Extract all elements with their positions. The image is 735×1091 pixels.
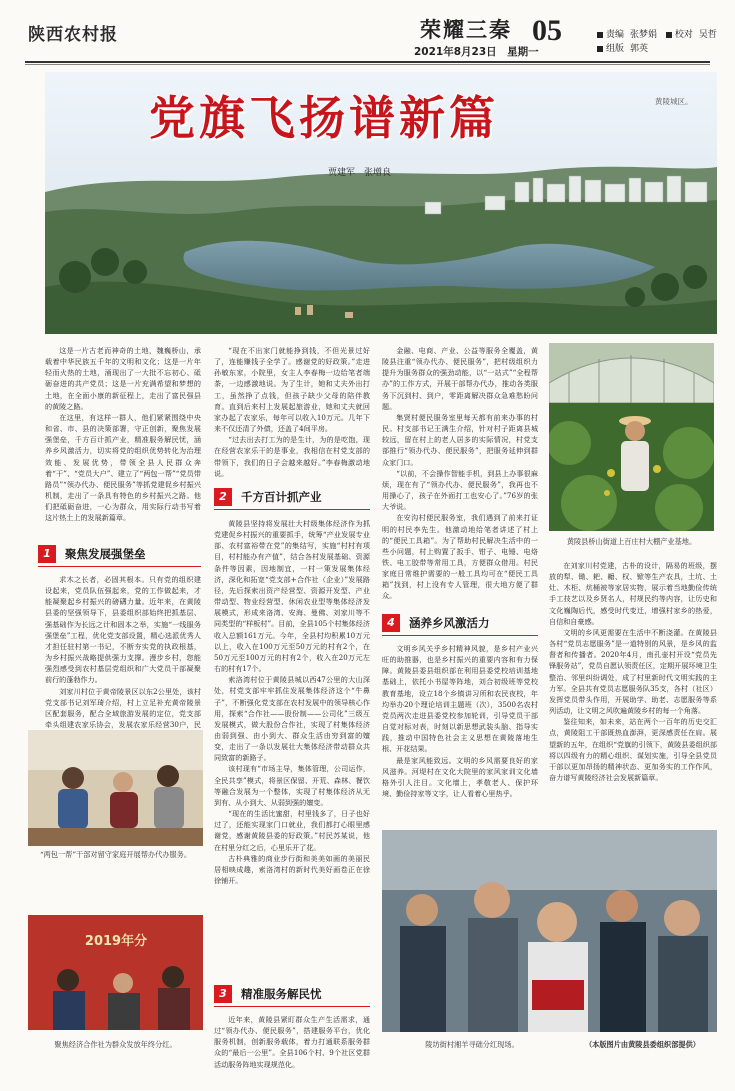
credit-role: 校对 — [674, 30, 693, 40]
subheading-text: 千方百计抓产业 — [241, 490, 322, 504]
article-column-2b — [214, 518, 370, 886]
subheading-1 — [38, 543, 201, 565]
photo-caption: “两包一帮”干部对留守家庭开展帮办代办服务。 — [39, 850, 192, 859]
subheading-4 — [382, 612, 538, 634]
subheading-3 — [214, 983, 370, 1005]
masthead-logo: 陕西农村报 — [28, 25, 118, 45]
credit-name: 郭英 — [630, 44, 649, 54]
issue-date: 2021年8月23日 星期一 — [414, 46, 539, 58]
paragraph: 文明乡风关乎乡村精神风貌，是乡村产业兴旺的助推器，也是乡村振兴的重要内容和有力保障。黄陵县委县组织部在利用县委党校培训基地基础上，依托小书屋等阵地，刘合初级班等党校教育基地，设立18个乡镇讲习所和农民夜校，年均举办20个理论培训主题班（次），3500名农村党员两次走进县委党校参加轮训，引导党员干部自觉对标对表，时刻以新思想武装头脑、指导实践，推动中国特色社会主义思想在黄陵落地生根、开花结果。 — [382, 644, 538, 754]
paragraph: 近年来，黄陵县紧盯群众生产生活需求，通过“领办代办、便民服务”，搭建服务平台，优化服务机制，创新服务载体，着力打通联系服务群众的“最后一公里”。全县106个村、9个社区党群活动服务阵地实现规范化。 — [214, 1015, 370, 1069]
hero-caption: 黄陵城区。 — [655, 97, 693, 106]
paragraph: 刘家川村位于黄帝陵景区以东2公里处，该村党支部书记刘军琦介绍，村上立足补充黄帝陵景区配套服务，配合全域旅游发展的定位，党支部牵头组建农家乐协会，发展农家乐经营30户，民 — [45, 686, 201, 730]
header-rule-thin — [25, 64, 710, 65]
article-column-2 — [214, 345, 370, 479]
square-bullet-icon — [666, 32, 672, 38]
section-number: 4 — [382, 614, 400, 632]
paragraph: 金融、电商、产业、公益等服务全覆盖，黄陵县注重“领办代办、便民服务”，把村级组织力提升为服务群众的强劲动能，以“一站式”“全程帮办”的工作方式，开展干部帮办代办，推动各类服务下沉到村、到户，零距离解决群众急难愁盼问题。 — [382, 346, 538, 411]
paragraph: 在安沟村便民服务室，我们遇到了前来打证明的村民李先生。他激动地给笔者讲述了村上的“便民工具箱”。为了帮助村民解决生活中的一些小问题，村上购置了扳手、钳子、电锤、电烙铁、电工胶带等常用工具，方便群众借用。村民家庭日常维护需要的一般工具均可在“便民工具箱”找到，村上没有专人管理，很大地方便了群众。 — [382, 513, 538, 601]
photo-caption: 陵坊街村湘羊寻础分红现场。 — [425, 1040, 519, 1049]
dividend-illustration — [28, 915, 203, 1030]
photo-caption: 聚焦经济合作社为群众发放年终分红。 — [54, 1040, 177, 1049]
paragraph: 在刘家川村党建，古朴的设计，隔易的班级，摆放的犁、锄、耙、耱、权、锨等生产农具，土坑、土灶、木柜、炕桶被等家居实物，展示着当地勤俭传统手工技艺以及乡贤名人，村规民约等内容，让历史和文化巍陶后代，感受时代变迁，增强村家乡的热爱，自信和自豪感。 — [549, 561, 717, 626]
paragraph: 黄陵县坚持将发展壮大村级集体经济作为抓党建促乡村振兴的重要抓手，统筹“产业发展专业部、农村富裕带在党”的集结写，实施“村村有项目，村村能办有产值”，结合各村发展基础、资源条件等因素，因地制宜，一村一策发展集体经济，深化和拓宽“党支部+合作社（企业）”发展路径，先后探索出资产经营型、资源开发型、产业带动型、物业经营型、休闲农业型等集体经济发展模式，形成来洛湾、安海、曼佛、刘家川等不同类型的“样板村”。目前，全县105个村集体经济收入总额161万元。今年，全县村均积累10万元以上，收入在100万元至50万元的村有2个，在50万元至100万元的村有2个，收入在20万元左右的村有17个。 — [214, 519, 370, 674]
crowd-illustration — [382, 830, 717, 1032]
credit-role: 组版 — [606, 44, 625, 54]
credits-row — [597, 42, 727, 56]
credit-name: 张梦娟 — [630, 30, 658, 40]
photo-dividend — [28, 915, 203, 1030]
subheading-text: 涵养乡风激活力 — [409, 616, 490, 630]
photo-greenhouse — [549, 343, 714, 531]
paragraph: 求木之长者，必固其根本。只有党的组织建设起来，党员队伍强起来，党的工作做起来，才能凝聚起乡村振兴的磅礴力量。近年来，在黄陵县委的坚强领导下，县委组织部始终把抓基层、强基础作为长远之计和固本之举，实施“一线服务强堡垒”工程，优化党支部设置，精心选派优秀人才担任驻村第一书记，不断夯实党的执政根基，为乡村振兴战略提供强力支撑。漫步乡村，您能强烈感受到农村基层党组织和广大党员干部凝聚前行的蓬勃作力。 — [45, 575, 201, 685]
paragraph: 集贤村便民服务室里每天都有前来办事的村民。村支部书记王满生介绍，针对村子距离县城较远，留在村上的老人居多的实际情况，村党支部推行“领办代办、便民服务”，把服务延伸到群众家门口。 — [382, 412, 538, 467]
home-visit-illustration — [28, 730, 203, 846]
paragraph: 鉴往知来，如未来，站在两个一百年的历史交汇点，黄陵阻工干部既热血澎湃，更深感责任在肩。展望新的五年，在组织“党旗的引领下，黄陵县委组织部将以四级有力的精心组织、谋划实施，引导全县党员干部以更加昂扬的精神状态、更加务实的工作作风，奋力谱写黄陵经济社会发展新篇章。 — [549, 717, 717, 782]
paragraph: 这是一片古老而神奇的土地，魏巍桥山，承载着中华民族五千年的文明和文化；这是一片年轻而火热的土地，涌现出了一大批不忘初心、砥砺奋进的共产党员；这是一片充满希望和梦想的土地，在全面小康的新征程上，走出了富民强县的黄陵之路。 — [45, 346, 201, 411]
square-bullet-icon — [597, 46, 603, 52]
section-number: 1 — [38, 545, 56, 563]
greenhouse-illustration — [549, 343, 714, 531]
subheading-rule — [214, 1006, 370, 1007]
article-column-2c — [214, 1014, 370, 1086]
article-column-3b — [382, 643, 538, 823]
subheading-rule — [214, 509, 370, 510]
article-column-1 — [45, 345, 201, 524]
section-number: 3 — [214, 985, 232, 1003]
section-title: 荣耀三秦 — [420, 17, 512, 42]
subheading-rule — [38, 566, 201, 567]
subheading-rule — [382, 635, 538, 636]
paragraph: 索洛湾村位于黄陵县城以西47公里的大山深处，村党支部牢牢抓住发展集体经济这个“牛鼻子”，不断强化党支部在农村发展中的领导核心作用，探索“合作社——股份制——公司化”三级互发展模式，做大股份合作社，实现了村集体经济由弱到强、由小到大、群众生活由穷到富的嬗变，走出了一条以发展壮大集体经济带动群众共同致富的新路子。 — [214, 675, 370, 763]
subheading-2 — [214, 486, 370, 508]
paragraph: 文明的乡风更需要在生活中不断浇灌。在黄陵县各村“党员志愿服务”是一道特别的风景，是乡风的监督者和传播者。2020年4月，南孔壶村开设“党员先锋服务站”，党员自愿认领责任区，定期开展环境卫生整治、邻里纠纷调处，成了村里新时代文明实践的主力军。全县共有党员志愿服务队35支，各村（社区）发挥党员带头作用，开展助学、助老、志愿服务等系列活动，让文明之风吹遍黄陵乡村的每一个角落。 — [549, 627, 717, 716]
byline: 贾建军 张增良 — [328, 168, 392, 178]
header-rule — [25, 61, 710, 63]
article-column-1b — [45, 574, 201, 753]
editor-credits — [597, 28, 727, 56]
paragraph: 古朴典雅的商业步行街和美美如画的美丽民居相映成趣，索洛湾村的新时代美好画卷正在徐徐铺开。 — [214, 853, 370, 885]
paragraph: 该村现有“市场主导，集体管理，公司运作，全民共享”模式，将景区保留、开荒、森林、餐饮等融合发展为一个整体，实现了村集体经济从无到有、从小到大、从弱到强的嬗变。 — [214, 764, 370, 807]
subheading-text: 聚焦发展强堡垒 — [65, 547, 146, 561]
square-bullet-icon — [597, 32, 603, 38]
photo-dividend-site — [382, 830, 717, 1032]
photo-credit: （本版图片由黄陵县委组织部提供） — [584, 1040, 700, 1049]
paragraph: 最是家风能致远。文明的乡风需要良好的家风滋养。河堤村在文化大院里的家风家训文化墙格外引人注目。文化墙上，孝敬老人、保护环境、勤俭持家等文字，让人看着心里热乎。 — [382, 755, 538, 799]
page-header — [0, 0, 735, 62]
credits-row — [597, 28, 727, 42]
page-number: 05 — [532, 14, 562, 47]
credit-name: 吴哲 — [698, 30, 717, 40]
paragraph: “现在的生活比蜜甜，村里钱多了，日子也好过了，还能实现家门口就业，我们都打心眼里感谢党，感谢黄陵县委的好政策。”村民苏某说，他在村里分红之后，心里乐开了花。 — [214, 809, 370, 852]
subheading-text: 精准服务解民忧 — [241, 987, 322, 1001]
paragraph: “现在不出家门就能挣到钱，不但光景过好了，连能赚钱子全学了。感谢党的好政策。”走进孙敏东家，小院里，女主人李春梅一边给笔者端茶，一边感激地说。为了生计，她和丈夫外出打工，虽然挣了点钱，但孩子缺少父母的陪伴教育。直到后来村上发展起旅游业，她和丈夫就回家办起了农家乐，每年可以收入10万元。几年下来不仅还清了外债，还盖了4间平房。 — [214, 346, 370, 434]
photo-home-visit — [28, 730, 203, 846]
paragraph: “过去出去打工为的是生计，为的是吃饱，现在经营农家乐干的是事业，我相信在村党支部的带领下，我们的日子会越来越好。”李春梅激动地说。 — [214, 435, 370, 478]
article-column-3 — [382, 345, 538, 607]
article-column-4 — [549, 560, 717, 814]
credit-role: 责编 — [606, 30, 625, 40]
section-number: 2 — [214, 488, 232, 506]
paragraph: “以前，不会操作智能手机，到县上办事很麻烦，现在有了“领办代办、便民服务”，我再也不用操心了，孩子在外面打工也安心了。”76岁的张大爷说。 — [382, 468, 538, 512]
paragraph: 在这里，有这样一群人，他们紧紧围绕中央和省、市、县的决策部署，守正创新，聚焦发展强堡垒，千方百计抓产业，精准服务解民忧，涵养乡风激活力，切实将党的组织优势转化为治理效能、发展优势，带领全县人民群众奔着“干”、“党员大户”、建立了“两包一帮”“党员带路员”“领办代办、便民服务”等抓党建促乡村振兴机制，走出了一条具有特色的乡村振兴之路。他们把砥砺奋进，一心为群众，用实际行动书写着这片热土上的发展新篇章。 — [45, 412, 201, 523]
photo-caption: 黄陵县桥山街道上百庄村大棚产业基地。 — [566, 537, 697, 546]
svg-text:2019年分: 2019年分 — [84, 934, 148, 949]
page-headline: 党旗飞扬谱新篇 — [149, 91, 499, 145]
